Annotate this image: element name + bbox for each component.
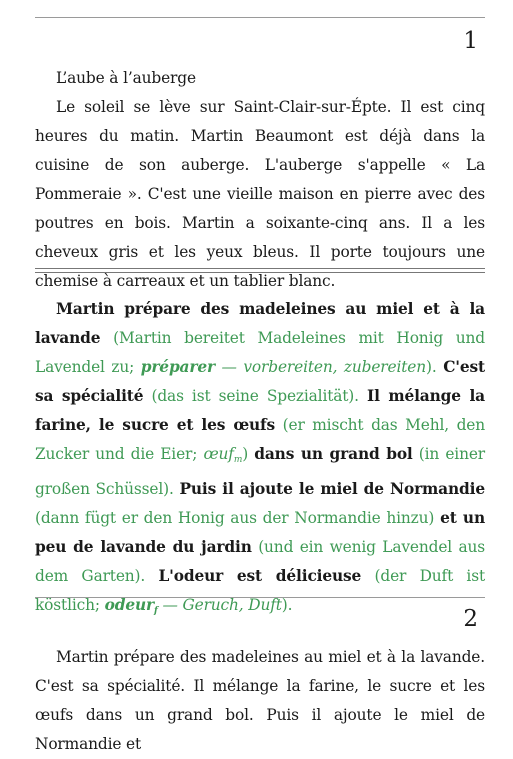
glossary-word: odeur$_f$ xyxy=(104,596,158,616)
french-sentence: et un peu de lavande du jardin xyxy=(35,509,485,556)
german-translation: (in einer großen Schüssel). xyxy=(35,445,485,498)
french-sentence: Puis il ajoute le miel de Normandie xyxy=(179,480,485,498)
french-sentence: Il mélange la farine, le sucre et les œufs xyxy=(35,387,485,434)
glossary-definition: — vorbereiten, zubereiten xyxy=(214,358,426,376)
german-translation: (er mischt das Mehl, den Zucker und die Eier; xyxy=(35,416,485,463)
gloss-close: ). xyxy=(426,358,437,376)
gloss-close: ). xyxy=(281,596,293,614)
chapter-heading: L’aube à l’auberge xyxy=(56,69,196,87)
french-sentence: C'est sa spécialité xyxy=(35,358,485,405)
glossed-paragraph xyxy=(35,295,485,626)
glossary-word: œuf$_m$ xyxy=(203,445,243,465)
german-translation: (dann fügt er den Honig aus der Normandie hinzu) xyxy=(35,509,435,527)
glossary-definition: — Geruch, Duft xyxy=(157,596,282,614)
page-1-paragraph: Le soleil se lève sur Saint-Clair-sur-Épte. Il est cinq heures du matin. Martin Beaumont est déjà dans la cuisine de son auberge. L'auberge s'appelle « La Pommeraie ». C'est une vieille maison en pierre avec des poutres en bois. Martin a soixante-cinq ans. Il a les cheveux gris et les yeux bleus. Il porte toujours une chemise à carreaux et un tablier blanc. xyxy=(35,98,485,290)
page-number: 1 xyxy=(463,28,478,54)
french-sentence: L'odeur est délicieuse xyxy=(158,567,362,585)
german-translation: (Martin bereitet Madeleines mit Honig und Lavendel zu; xyxy=(35,329,485,376)
page-separator-rule xyxy=(35,597,485,598)
gloss-close: ) xyxy=(242,445,249,463)
german-translation: (das ist seine Spezialität). xyxy=(151,387,359,405)
french-sentence: Martin prépare des madeleines au miel et à la lavande xyxy=(35,300,485,347)
section-double-rule xyxy=(35,268,485,273)
german-translation: (und ein wenig Lavendel aus dem Garten). xyxy=(35,538,486,585)
german-translation: (der Duft ist köstlich; xyxy=(35,567,485,614)
french-sentence: dans un grand bol xyxy=(254,445,413,463)
glossary-word: préparer xyxy=(140,358,215,376)
top-rule xyxy=(35,17,485,18)
page-number: 2 xyxy=(463,606,478,632)
page-2-paragraph: Martin prépare des madeleines au miel et à la lavande. C'est sa spécialité. Il mélange la farine, le sucre et les œufs dans un grand bol. Puis il ajoute le miel de Normandie et xyxy=(35,648,485,753)
